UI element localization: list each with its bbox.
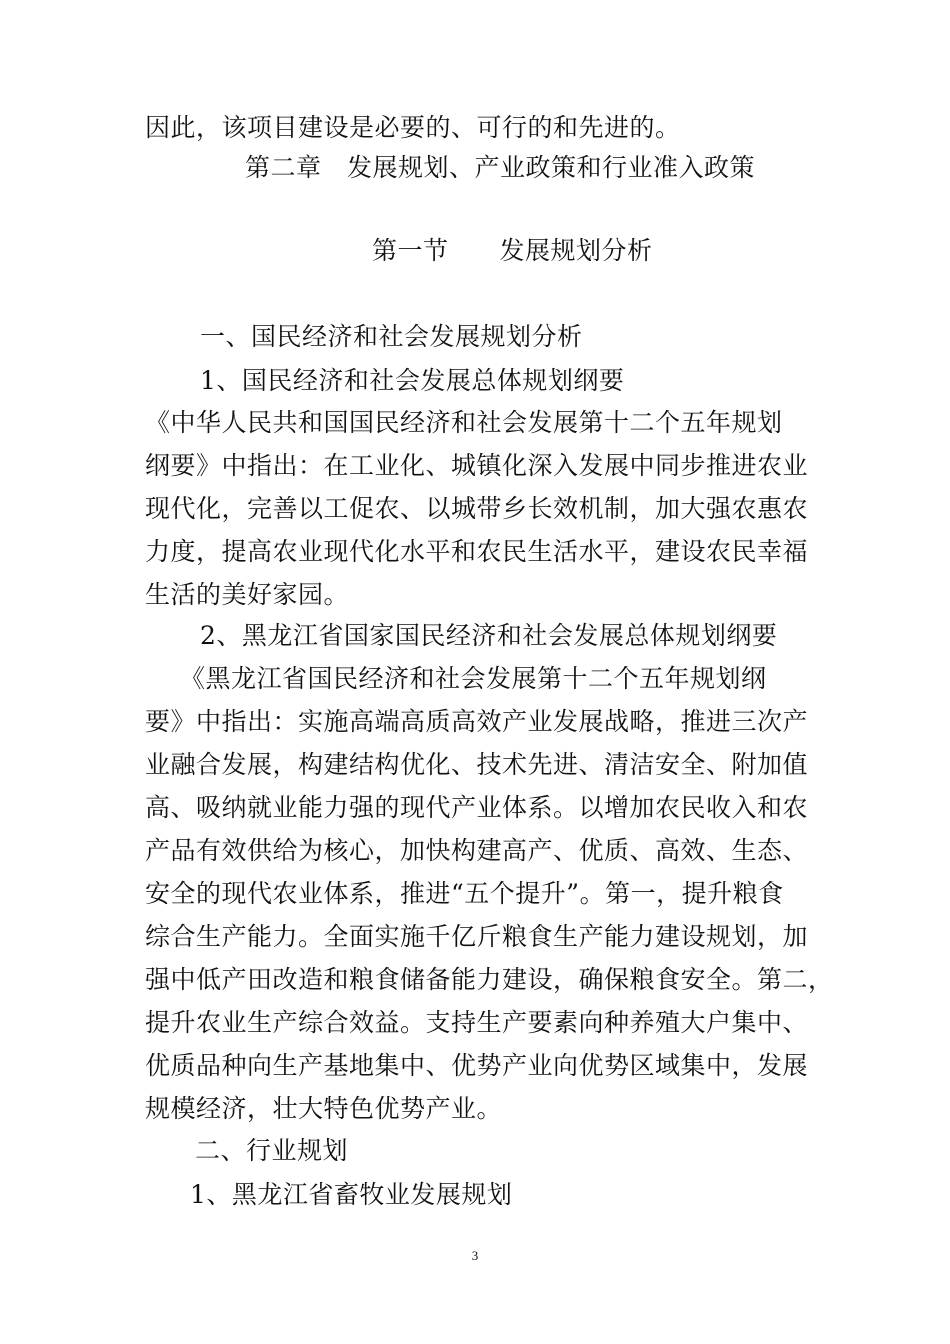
chapter-title: 第二章 发展规划、产业政策和行业准入政策 <box>245 153 756 182</box>
page-number: 3 <box>471 1248 479 1263</box>
paragraph-line: 生活的美好家园。 <box>145 580 350 609</box>
paragraph-line: 产品有效供给为核心，加快构建高产、优质、高效、生态、 <box>145 836 809 865</box>
paragraph-line: 综合生产能力。全面实施千亿斤粮食生产能力建设规划，加 <box>145 922 809 951</box>
paragraph-line: 强中低产田改造和粮食储备能力建设，确保粮食安全。第二， <box>145 965 834 994</box>
subheading-two: 2、黑龙江省国家国民经济和社会发展总体规划纲要 <box>200 621 778 650</box>
subheading-three: 1、黑龙江省畜牧业发展规划 <box>190 1180 513 1209</box>
paragraph-line: 《中华人民共和国国民经济和社会发展第十二个五年规划 <box>145 408 783 437</box>
heading-two: 二、行业规划 <box>195 1136 349 1165</box>
heading-one: 一、国民经济和社会发展规划分析 <box>200 322 583 351</box>
paragraph-line: 提升农业生产综合效益。支持生产要素向种养殖大户集中、 <box>145 1008 809 1037</box>
paragraph-line: 优质品种向生产基地集中、优势产业向优势区域集中，发展 <box>145 1051 809 1080</box>
paragraph-line: 要》中指出：实施高端高质高效产业发展战略，推进三次产 <box>145 707 809 736</box>
paragraph-line: 安全的现代农业体系，推进“五个提升”。第一，提升粮食 <box>145 879 784 908</box>
paragraph-line: 纲要》中指出：在工业化、城镇化深入发展中同步推进农业 <box>145 451 809 480</box>
paragraph-line: 高、吸纳就业能力强的现代产业体系。以增加农民收入和农 <box>145 793 809 822</box>
text-line: 因此，该项目建设是必要的、可行的和先进的。 <box>145 113 681 142</box>
paragraph-line: 业融合发展，构建结构优化、技术先进、清洁安全、附加值 <box>145 750 809 779</box>
subheading-one: 1、国民经济和社会发展总体规划纲要 <box>200 366 625 395</box>
paragraph-line: 《黑龙江省国民经济和社会发展第十二个五年规划纲 <box>180 664 767 693</box>
paragraph-line: 规模经济，壮大特色优势产业。 <box>145 1094 503 1123</box>
section-title: 第一节 发展规划分析 <box>372 236 653 265</box>
paragraph-line: 力度，提高农业现代化水平和农民生活水平，建设农民幸福 <box>145 537 809 566</box>
paragraph-line: 现代化，完善以工促农、以城带乡长效机制，加大强农惠农 <box>145 494 809 523</box>
